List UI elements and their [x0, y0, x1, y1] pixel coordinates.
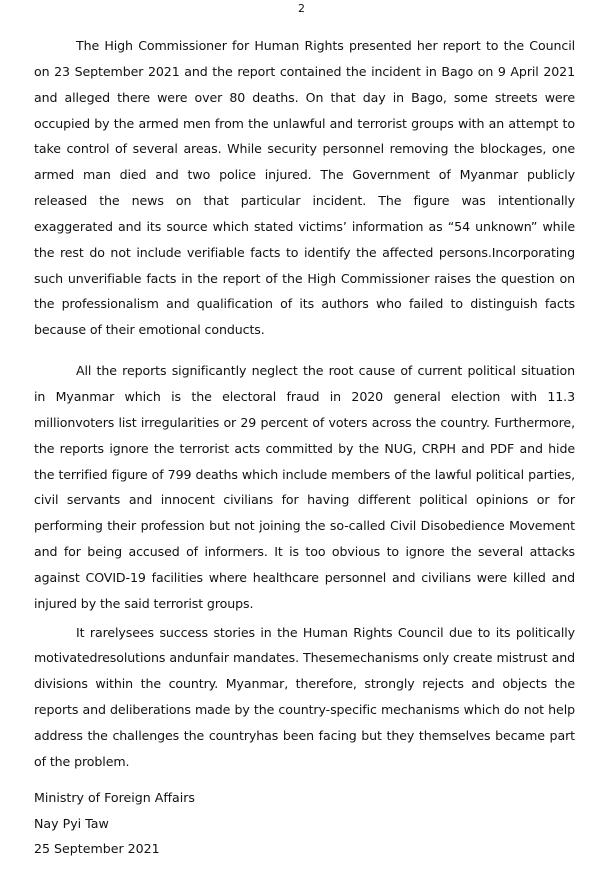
document-body — [34, 33, 575, 775]
paragraph-rejection: It rarelysees success stories in the Human Rights Council due to its politically motivatedresolutions andunfair mandates. Thesemechanisms only create mistrust and divisions within the country. Myanmar, therefore, strongly rejects and objects the reports and deliberations made by the country-specific mechanisms which do not help address the challenges the countryhas been facing but they themselves became part of the problem. — [34, 624, 575, 769]
page-number: 2 — [298, 2, 305, 15]
paragraph-high-commissioner-report: The High Commissioner for Human Rights presented her report to the Council on 23 September 2021 and the report contained the incident in Bago on 9 April 2021 and alleged there were over 80 deaths. On that day in Bago, some streets were occupied by the armed men from the unlawful and terrorist groups with an attempt to take control of several areas. While security personnel removing the blockages, one armed man died and two police injured. The Government of Myanmar publicly released the news on that particular incident. The figure was intentionally exaggerated and its source which stated victims’ information as “54 unknown” while the rest do not include verifiable facts to identify the affected persons.Incorporating such unverifiable facts in the report of the High Commissioner raises the question on the professionalism and qualification of its authors who failed to distinguish facts because of their emotional conducts. — [34, 38, 575, 338]
signature-block — [34, 785, 195, 862]
signature-location: Nay Pyi Taw — [34, 815, 109, 831]
paragraph-root-cause: All the reports significantly neglect the root cause of current political situation in Myanmar which is the electoral fraud in 2020 general election with 11.3 millionvoters list irregularities or 29 percent of voters across the country. Furthermore, the reports ignore the terrorist acts committed by the NUG, CRPH and PDF and hide the terrified figure of 799 deaths which include members of the lawful political parties, civil servants and innocent civilians for having different political opinions or for performing their profession but not joining the so-called Civil Disobedience Movement and for being accused of informers. It is too obvious to ignore the several attacks against COVID-19 facilities where healthcare personnel and civilians were killed and injured by the said terrorist groups. — [34, 363, 575, 611]
signature-date: 25 September 2021 — [34, 841, 160, 856]
signature-organization: Ministry of Foreign Affairs — [34, 790, 195, 805]
